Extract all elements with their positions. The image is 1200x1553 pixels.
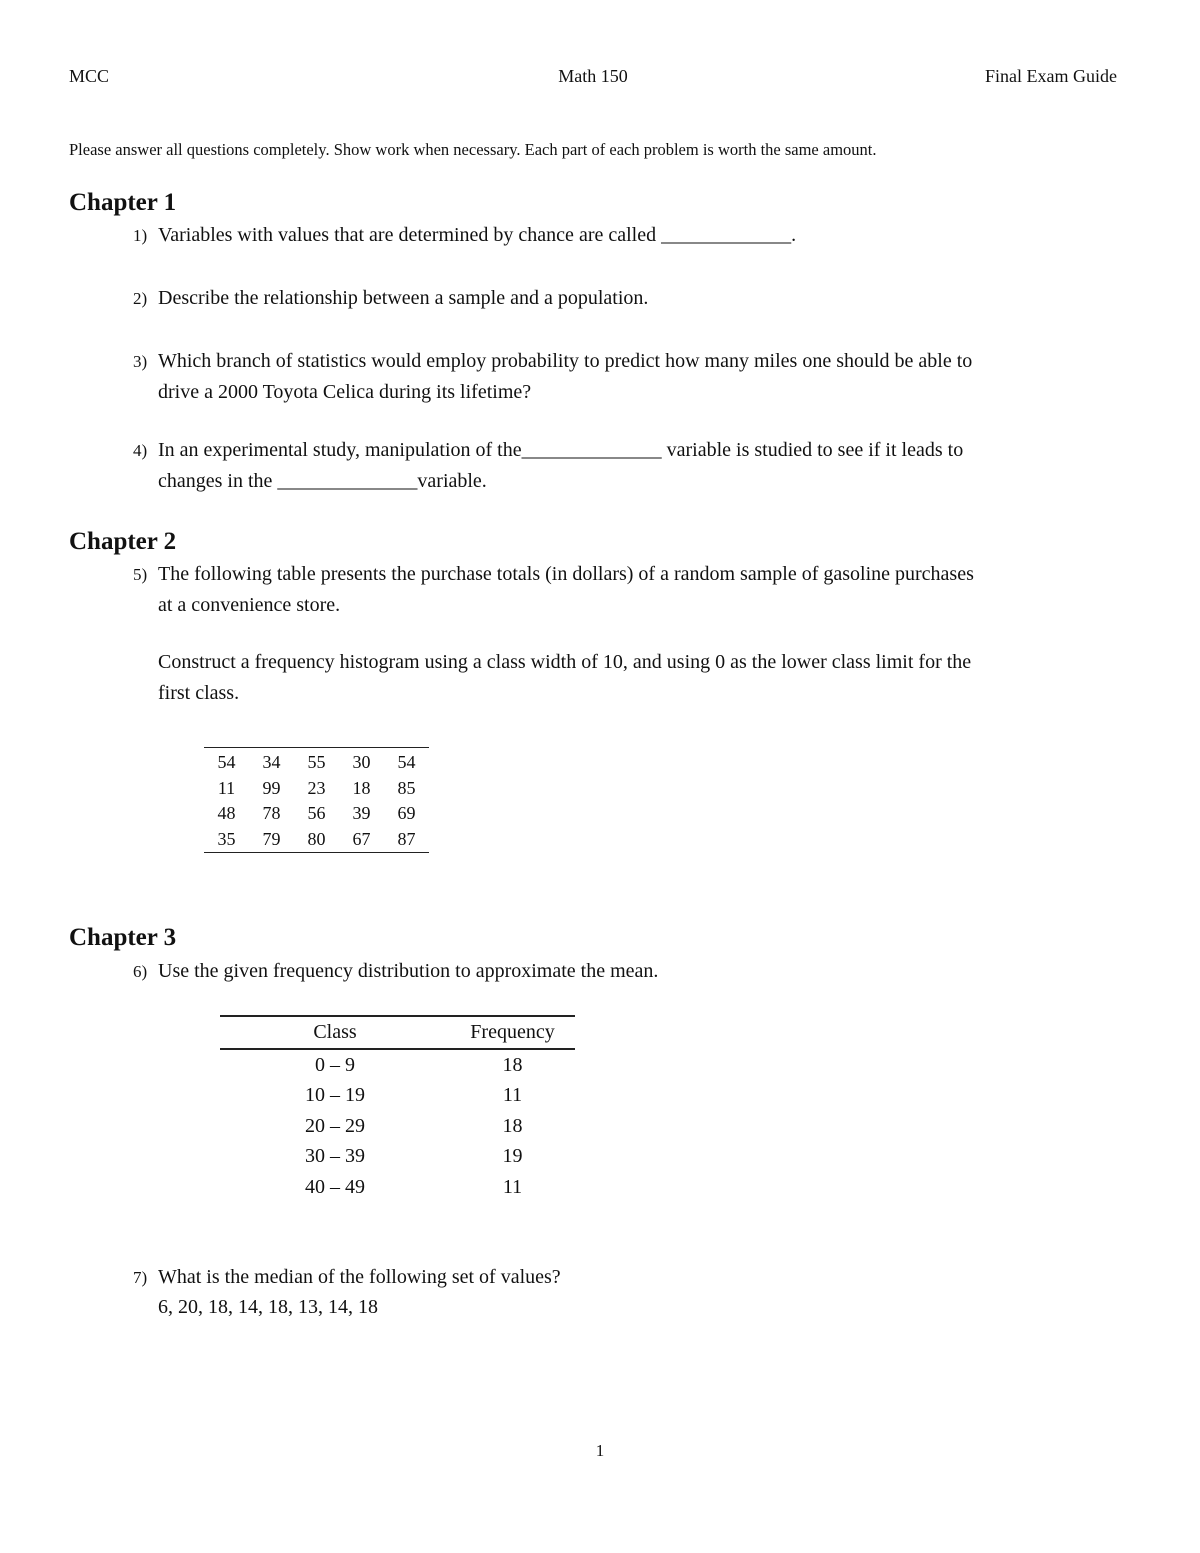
header-right: Final Exam Guide xyxy=(985,66,1117,86)
table-cell: 54 xyxy=(217,752,236,772)
question-7-number: 7) xyxy=(133,1268,148,1287)
class-column-header: Class xyxy=(220,1016,450,1049)
table-cell: 18 xyxy=(352,777,371,798)
table-row xyxy=(220,1111,575,1142)
header-left: MCC xyxy=(69,66,110,86)
table-cell: 85 xyxy=(397,777,416,798)
table-cell: 35 xyxy=(217,828,236,849)
table-cell: 39 xyxy=(352,803,371,823)
table-cell: 56 xyxy=(307,803,326,823)
class-cell: 0 – 9 xyxy=(315,1053,355,1076)
class-cell: 20 – 29 xyxy=(305,1114,365,1137)
frequency-cell: 11 xyxy=(502,1175,523,1198)
page-header xyxy=(69,66,1117,90)
table-cell: 87 xyxy=(397,828,416,849)
class-cell: 10 – 19 xyxy=(305,1084,365,1107)
table-cell: 79 xyxy=(262,828,281,849)
table-row xyxy=(204,801,429,827)
question-1-number: 1) xyxy=(133,226,148,245)
frequency-cell: 18 xyxy=(502,1114,523,1137)
question-2-text: Describe the relationship between a sample and a population. xyxy=(158,287,649,309)
page-number: 1 xyxy=(595,1441,605,1460)
question-1 xyxy=(133,220,1123,251)
table-row xyxy=(204,748,429,776)
table-cell: 11 xyxy=(217,777,236,798)
frequency-cell: 18 xyxy=(502,1053,523,1076)
chapter-1-title: Chapter 1 xyxy=(69,189,177,216)
question-7-values: 6, 20, 18, 14, 18, 13, 14, 18 xyxy=(158,1296,378,1318)
question-3 xyxy=(133,346,1123,408)
question-5-text-line2: at a convenience store. xyxy=(158,594,341,616)
question-4-number: 4) xyxy=(133,441,148,460)
question-5-text-line1: The following table presents the purchase totals (in dollars) of a random sample of gasoline purchases xyxy=(158,563,974,585)
question-6 xyxy=(133,956,1123,987)
question-1-text: Variables with values that are determined by chance are called _____________. xyxy=(158,224,797,246)
frequency-cell: 19 xyxy=(502,1145,523,1168)
question-7 xyxy=(133,1262,1123,1322)
table-row xyxy=(220,1081,575,1112)
frequency-distribution-table xyxy=(220,1015,575,1203)
frequency-table-header-row xyxy=(220,1016,575,1049)
chapter-2-title: Chapter 2 xyxy=(69,528,177,555)
table-cell: 67 xyxy=(352,828,371,849)
table-cell: 23 xyxy=(307,777,326,798)
question-5-text-line4: first class. xyxy=(158,682,240,704)
table-cell: 99 xyxy=(262,777,281,798)
header-center: Math 150 xyxy=(558,66,628,86)
frequency-cell: 11 xyxy=(502,1084,523,1107)
question-3-text-line1: Which branch of statistics would employ probability to predict how many miles one should be able to xyxy=(158,350,973,372)
table-cell: 55 xyxy=(307,752,326,772)
frequency-column-header: Frequency xyxy=(450,1016,575,1049)
question-4-text-line1: In an experimental study, manipulation of the______________ variable is studied to see if it leads to xyxy=(158,439,964,461)
question-6-text: Use the given frequency distribution to approximate the mean. xyxy=(158,960,659,982)
question-7-text-line1: What is the median of the following set of values? xyxy=(158,1266,561,1288)
question-4-text-line2: changes in the ______________variable. xyxy=(158,470,487,492)
table-cell: 69 xyxy=(397,803,416,823)
table-cell: 80 xyxy=(307,828,326,849)
question-6-number: 6) xyxy=(133,962,148,981)
table-row xyxy=(204,827,429,853)
question-2 xyxy=(133,283,1123,314)
purchase-totals-table xyxy=(204,747,429,853)
table-row xyxy=(220,1172,575,1203)
table-cell: 48 xyxy=(217,803,236,823)
instructions: Please answer all questions completely. Show work when necessary. Each part of each problem is worth the same amount. xyxy=(69,140,877,159)
question-2-number: 2) xyxy=(133,289,148,308)
table-cell: 30 xyxy=(352,752,371,772)
table-cell: 78 xyxy=(262,803,281,823)
question-5 xyxy=(133,559,1123,709)
table-cell: 34 xyxy=(262,752,281,772)
class-cell: 30 – 39 xyxy=(305,1145,365,1168)
question-3-text-line2: drive a 2000 Toyota Celica during its lifetime? xyxy=(158,381,532,403)
question-3-number: 3) xyxy=(133,352,148,371)
question-4 xyxy=(133,435,1123,497)
question-5-text-line3: Construct a frequency histogram using a class width of 10, and using 0 as the lower class limit for the xyxy=(158,651,972,673)
table-row xyxy=(220,1049,575,1081)
table-row xyxy=(220,1142,575,1173)
question-5-number: 5) xyxy=(133,565,148,584)
table-cell: 54 xyxy=(397,752,416,772)
class-cell: 40 – 49 xyxy=(305,1175,365,1198)
chapter-3-title: Chapter 3 xyxy=(69,924,177,951)
table-row xyxy=(204,776,429,802)
